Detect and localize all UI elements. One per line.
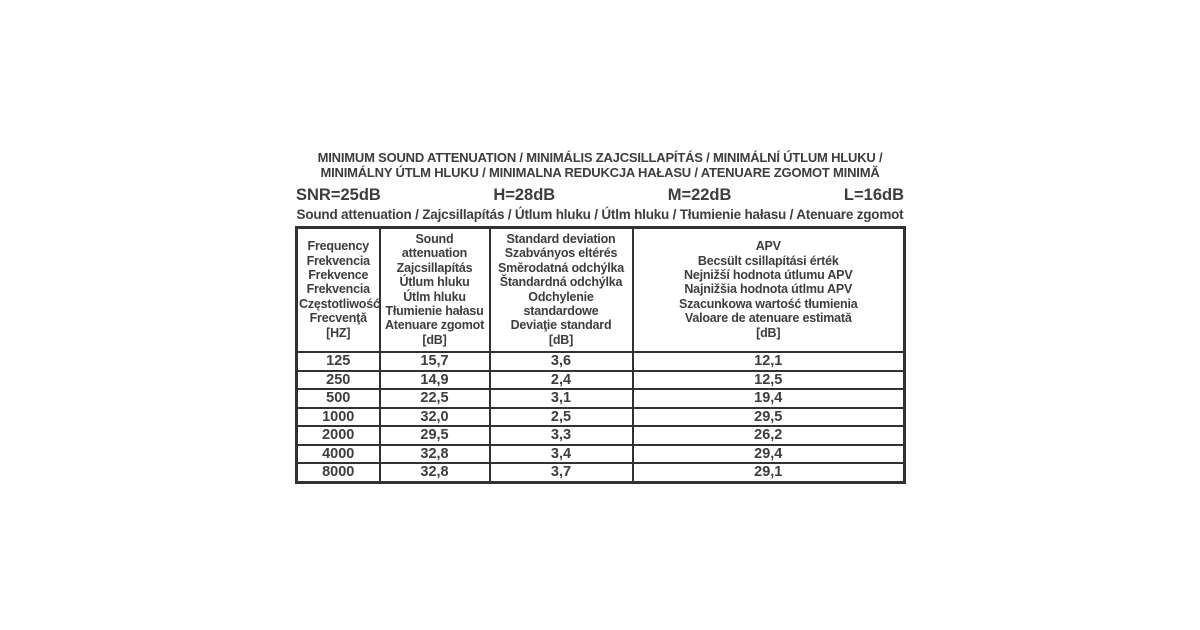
m-rating: M=22dB: [667, 186, 732, 204]
title-line-1: MINIMUM SOUND ATTENUATION / MINIMÁLIS ZAJCSILLAPÍTÁS / MINIMÁLNÍ ÚTLUM HLUKU /: [317, 150, 883, 165]
header-unit: [HZ]: [326, 325, 351, 340]
table-row: [297, 389, 905, 408]
header-line: Odchylenie standardowe: [523, 289, 599, 319]
header-line: Częstotliwość: [299, 296, 380, 311]
header-line: Najnižšia hodnota útlmu APV: [684, 282, 853, 297]
header-line: Nejnižší hodnota útlumu APV: [684, 268, 853, 283]
std-deviation-cell: 3,3: [490, 426, 633, 445]
h-rating: H=28dB: [493, 186, 556, 204]
header-line: Zajcsillapítás: [396, 260, 473, 275]
header-line: Sound attenuation: [401, 232, 468, 261]
header-line: Frekvencia: [306, 253, 370, 268]
attenuation-cell: 22,5: [380, 389, 490, 408]
std-deviation-cell: 3,7: [490, 463, 633, 482]
table-body: [297, 352, 905, 482]
header-frequency: [297, 228, 380, 353]
header-apv: [633, 228, 905, 353]
apv-cell: 26,2: [633, 426, 905, 445]
frequency-cell: 4000: [297, 445, 380, 464]
l-rating: L=16dB: [843, 186, 904, 204]
header-line: Štandardná odchýlka: [499, 275, 623, 290]
header-standard-deviation: [490, 228, 633, 353]
header-sound-attenuation: [380, 228, 490, 353]
frequency-cell: 8000: [297, 463, 380, 482]
apv-cell: 12,5: [633, 371, 905, 390]
frequency-cell: 2000: [297, 426, 380, 445]
std-deviation-cell: 3,1: [490, 389, 633, 408]
apv-cell: 12,1: [633, 352, 905, 371]
header-line: APV: [755, 239, 781, 254]
attenuation-cell: 29,5: [380, 426, 490, 445]
table-row: [297, 463, 905, 482]
title-line-2: MINIMÁLNY ÚTLM HLUKU / MINIMALNA REDUKCJA HAŁASU / ATENUARE ZGOMOT MINIMĂ: [320, 164, 880, 180]
header-line: Szacunkowa wartość tłumienia: [679, 296, 858, 311]
header-line: Deviaţie standard: [510, 318, 612, 333]
header-line: Szabványos eltérés: [504, 246, 618, 261]
header-line: Tłumienie hałasu: [385, 304, 484, 319]
header-line: Útlm hluku: [403, 289, 466, 304]
std-deviation-cell: 3,6: [490, 352, 633, 371]
attenuation-cell: 14,9: [380, 371, 490, 390]
table-row: [297, 426, 905, 445]
std-deviation-cell: 3,4: [490, 445, 633, 464]
header-line: Valoare de atenuare estimată: [684, 311, 852, 326]
header-line: Útlum hluku: [399, 275, 470, 290]
frequency-cell: 1000: [297, 408, 380, 427]
attenuation-ratings: [295, 185, 905, 205]
attenuation-cell: 32,8: [380, 463, 490, 482]
header-unit: [dB]: [548, 332, 574, 347]
table-caption: Sound attenuation / Zajcsillapítás / Útlum hluku / Útlm hluku / Tłumienie hałasu / Atenuare zgomot: [296, 207, 904, 222]
header-unit: [dB]: [422, 332, 447, 347]
frequency-cell: 250: [297, 371, 380, 390]
attenuation-cell: 15,7: [380, 352, 490, 371]
attenuation-cell: 32,8: [380, 445, 490, 464]
header-line: Frecvenţă: [309, 311, 367, 326]
apv-cell: 29,5: [633, 408, 905, 427]
frequency-cell: 500: [297, 389, 380, 408]
table-row: [297, 445, 905, 464]
header-line: Směrodatná odchýlka: [497, 260, 625, 275]
header-line: Becsült csillapítási érték: [697, 253, 839, 268]
header-line: Standard deviation: [506, 232, 616, 246]
header-line: Frekvencia: [306, 282, 370, 297]
header-line: Frekvence: [308, 268, 369, 283]
apv-cell: 29,1: [633, 463, 905, 482]
snr-rating: SNR=25dB: [296, 186, 381, 204]
header-line: Frequency: [307, 239, 369, 254]
attenuation-sheet: [295, 0, 905, 484]
frequency-cell: 125: [297, 352, 380, 371]
attenuation-cell: 32,0: [380, 408, 490, 427]
table-row: [297, 352, 905, 371]
table-row: [297, 408, 905, 427]
header-row: [297, 228, 905, 353]
header-line: Atenuare zgomot: [384, 318, 485, 333]
table-row: [297, 371, 905, 390]
std-deviation-cell: 2,4: [490, 371, 633, 390]
apv-cell: 19,4: [633, 389, 905, 408]
table-header: [297, 228, 905, 353]
apv-cell: 29,4: [633, 445, 905, 464]
attenuation-table: [295, 226, 906, 484]
header-unit: [dB]: [756, 325, 781, 340]
title: [295, 151, 905, 180]
std-deviation-cell: 2,5: [490, 408, 633, 427]
